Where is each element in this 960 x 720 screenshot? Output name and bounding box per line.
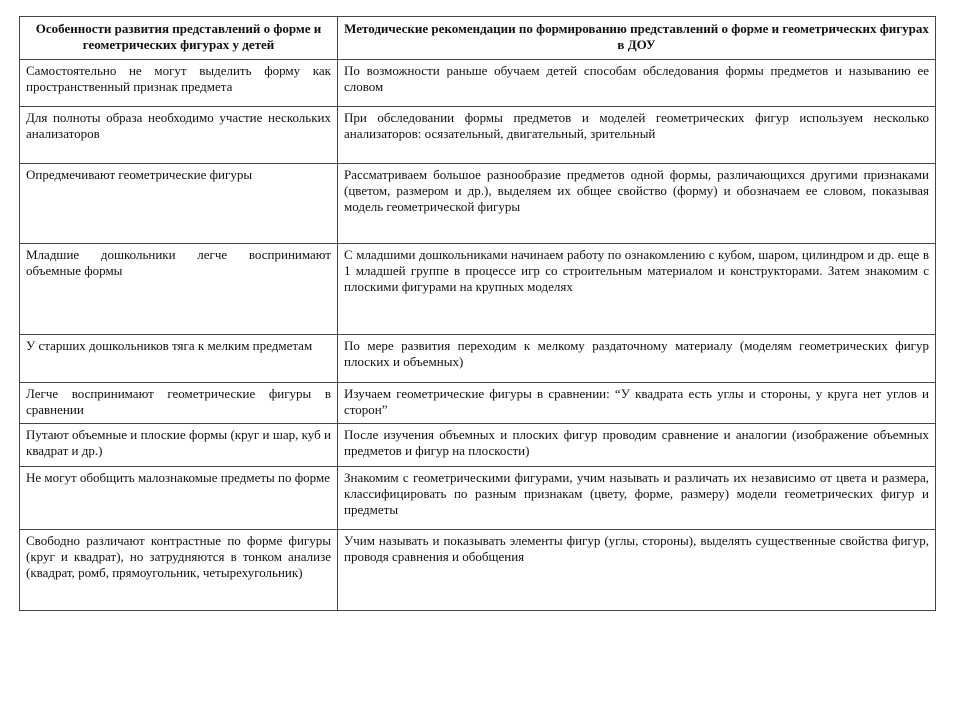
cell-recommendation: Рассматриваем большое разнообразие предметов одной формы, различающихся другими признаками (цветом, размером и др.), выделяем их общее свойство (форму) и обозначаем ее словом, показывая модель геометрической фигуры — [338, 164, 936, 244]
cell-recommendation: Учим называть и показывать элементы фигур (углы, стороны), выделять существенные свойства фигур, проводя сравнения и обобщения — [338, 530, 936, 611]
table-row — [20, 383, 936, 424]
table-row — [20, 424, 936, 467]
table-row — [20, 164, 936, 244]
cell-recommendation: Знакомим с геометрическими фигурами, учим называть и различать их независимо от цвета и размера, классифицировать по разным признакам (цвету, форме, размеру) модели геометрических фигур и предметы — [338, 467, 936, 530]
table-row — [20, 335, 936, 383]
table-row — [20, 530, 936, 611]
cell-feature: Самостоятельно не могут выделить форму как пространственный признак предмета — [20, 60, 338, 107]
cell-feature: Младшие дошкольники легче воспринимают объемные формы — [20, 244, 338, 335]
cell-feature: Путают объемные и плоские формы (круг и шар, куб и квадрат и др.) — [20, 424, 338, 467]
header-cell-recommendations: Методические рекомендации по формированию представлений о форме и геометрических фигурах в ДОУ — [338, 17, 936, 60]
cell-feature: Не могут обобщить малознакомые предметы по форме — [20, 467, 338, 530]
cell-feature: Легче воспринимают геометрические фигуры в сравнении — [20, 383, 338, 424]
table-header-row — [20, 17, 936, 60]
table-row — [20, 467, 936, 530]
table-row — [20, 107, 936, 164]
cell-recommendation: После изучения объемных и плоских фигур проводим сравнение и аналогии (изображение объемных предметов и фигур на плоскости) — [338, 424, 936, 467]
cell-recommendation: По мере развития переходим к мелкому раздаточному материалу (моделям геометрических фигур плоских и объемных) — [338, 335, 936, 383]
table-row — [20, 60, 936, 107]
cell-feature: Опредмечивают геометрические фигуры — [20, 164, 338, 244]
cell-feature: Для полноты образа необходимо участие нескольких анализаторов — [20, 107, 338, 164]
table-row — [20, 244, 936, 335]
cell-feature: Свободно различают контрастные по форме фигуры (круг и квадрат), но затрудняются в тонком анализе (квадрат, ромб, прямоугольник, четырехугольник) — [20, 530, 338, 611]
cell-recommendation: По возможности раньше обучаем детей способам обследования формы предметов и называнию ее словом — [338, 60, 936, 107]
cell-recommendation: При обследовании формы предметов и моделей геометрических фигур используем несколько анализаторов: осязательный, двигательный, зрительный — [338, 107, 936, 164]
cell-feature: У старших дошкольников тяга к мелким предметам — [20, 335, 338, 383]
header-cell-features: Особенности развития представлений о форме и геометрических фигурах у детей — [20, 17, 338, 60]
cell-recommendation: Изучаем геометрические фигуры в сравнении: “У квадрата есть углы и стороны, у круга нет углов и сторон” — [338, 383, 936, 424]
cell-recommendation: С младшими дошкольниками начинаем работу по ознакомлению с кубом, шаром, цилиндром и др. еще в 1 младшей группе в процессе игр со строительным материалом и конструкторами. Затем знакомим с плоскими фигурами на крупных моделях — [338, 244, 936, 335]
methodology-table — [19, 16, 936, 611]
